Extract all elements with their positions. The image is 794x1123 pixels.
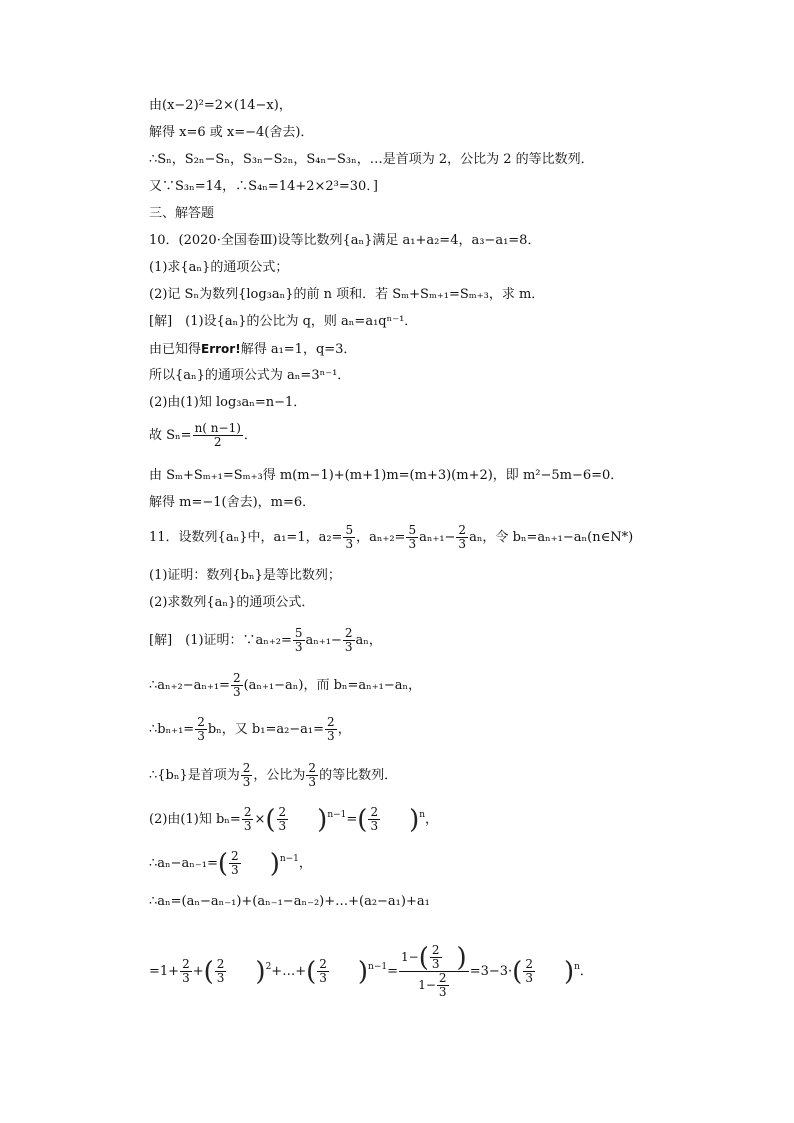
fraction-2-3: $\frac{2}{3}$ [327,715,335,743]
solution-11-bn-geometric: ∴{bₙ}是首项为 $\frac{2}{3}$ ，公比为 $\frac{2}{3}$ 的等比数列． [149,761,398,789]
fraction-2-3: $\frac{2}{3}$ [232,671,241,699]
solution-11-recurrence: [解] (1)证明：∵aₙ₊₂= $\frac{5}{3}$ aₙ₊₁− $\frac{2}{3}$ aₙ， [149,626,382,654]
fraction-2-3: $\frac{2}{3}$ [308,761,317,789]
line-s4n: 又∵S₃ₙ=14，∴S₄ₙ=14+2×2³=30．] [149,179,378,194]
fraction-geometric-sum: 1−( $\frac{2}{3}$ ) 1− $\frac{2}{3}$ [401,942,467,999]
problem-11-part1: (1)证明：数列{bₙ}是等比数列； [149,568,341,583]
solution-11-telescoping: ∴aₙ=(aₙ−aₙ₋₁)+(aₙ₋₁−aₙ₋₂)+…+(a₂−a₁)+a₁ [149,894,430,909]
fraction-2-3: $\frac{2}{3}$ [278,805,287,833]
problem-11-part2: (2)求数列{aₙ}的通项公式． [149,595,315,610]
fraction-2-3: $\frac{2}{3}$ [242,761,251,789]
fraction-2-3: $\frac{2}{3}$ [216,957,225,985]
solution-10-log: (2)由(1)知 log₃aₙ=n−1． [149,395,307,410]
fraction-2-3: $\frac{2}{3}$ [370,805,379,833]
line-equation: 由(x−2)²=2×(14−x)， [149,98,292,113]
problem-11-statement: 11．设数列{aₙ}中，a₁=1，a₂= $\frac{5}{3}$ ，aₙ₊₂= $\frac{5}{3}$ aₙ₊₁− $\frac{2}{3}$ aₙ，令 bₙ=aₙ₊₁−aₙ(n∈N*) [149,523,634,551]
fraction-2-3: $\frac{2}{3}$ [243,805,252,833]
fraction-2-3: $\frac{2}{3}$ [231,849,239,877]
solution-10-system: 由已知得Error!解得 a₁=1，q=3． [149,342,357,357]
problem-10-part2: (2)记 Sₙ为数列{log₃aₙ}的前 n 项和．若 Sₘ+Sₘ₊₁=Sₘ₊₃，求 m． [149,287,545,302]
fraction-2-3: $\frac{2}{3}$ [197,715,205,743]
fraction-2-3: $\frac{2}{3}$ [182,957,190,985]
problem-10-part1: (1)求{aₙ}的通项公式； [149,260,289,275]
fraction-5-3: $\frac{5}{3}$ [294,626,303,654]
line-solve-x: 解得 x=6 或 x=−4(舍去)． [149,125,314,140]
error-marker: Error! [201,342,241,356]
fraction-2-3: $\frac{2}{3}$ [319,957,327,985]
solution-10-general-term: 所以{aₙ}的通项公式为 aₙ=3ⁿ⁻¹． [149,368,351,383]
solution-10-equation-m: 由 Sₘ+Sₘ₊₁=Sₘ₊₃得 m(m−1)+(m+1)m=(m+3)(m+2)，即 m²−5m−6=0． [149,468,624,483]
line-geometric-sums: ∴Sₙ，S₂ₙ−Sₙ，S₃ₙ−S₂ₙ，S₄ₙ−S₃ₙ，…是首项为 2，公比为 2 的等比数列． [149,152,594,167]
solution-11-final-sum: =1+ $\frac{2}{3}$ +( $\frac{2}{3}$ )$^2$+…+( $\frac{2}{3}$ )$^{n-1}$= 1−( $\frac{2}{3}$ ) 1− $\frac{2}{3}$ =3−3·( $\frac{2}{3}$ )$^n$． [149,942,593,999]
solution-11-difference: ∴aₙ₊₂−aₙ₊₁= $\frac{2}{3}$ (aₙ₊₁−aₙ)，而 bₙ=aₙ₊₁−aₙ， [149,671,422,699]
fraction-2-3: $\frac{2}{3}$ [344,626,353,654]
problem-10-statement: 10．(2020·全国卷Ⅲ)设等比数列{aₙ}满足 a₁+a₂=4，a₃−a₁=8． [149,233,541,248]
fraction-5-3: $\frac{5}{3}$ [345,523,354,551]
fraction-2-3: $\frac{2}{3}$ [458,523,467,551]
fraction-2-3: $\frac{2}{3}$ [525,957,533,985]
fraction-sn: $\frac{n( n-1)}{2}$ [194,421,241,449]
solution-11-bn-ratio: ∴bₙ₊₁= $\frac{2}{3}$ bₙ，又 b₁=a₂−a₁= $\frac{2}{3}$ ， [149,715,351,743]
solution-10-start: [解] (1)设{aₙ}的公比为 q，则 aₙ=a₁qⁿ⁻¹． [149,314,418,329]
solution-11-an-difference: ∴aₙ−aₙ₋₁=( $\frac{2}{3}$ )$^{n-1}$， [149,848,312,879]
solution-10-answer: 解得 m=−1(舍去)，m=6． [149,495,316,510]
section-heading: 三、解答题 [149,206,215,221]
solution-10-sn: 故 Sₙ= $\frac{n( n-1)}{2}$ ． [149,421,257,449]
solution-11-bn-formula: (2)由(1)知 bₙ= $\frac{2}{3}$ ×( $\frac{2}{3}$ )$^{n-1}$=( $\frac{2}{3}$ )$^n$， [149,804,439,835]
fraction-5-3: $\frac{5}{3}$ [408,523,417,551]
